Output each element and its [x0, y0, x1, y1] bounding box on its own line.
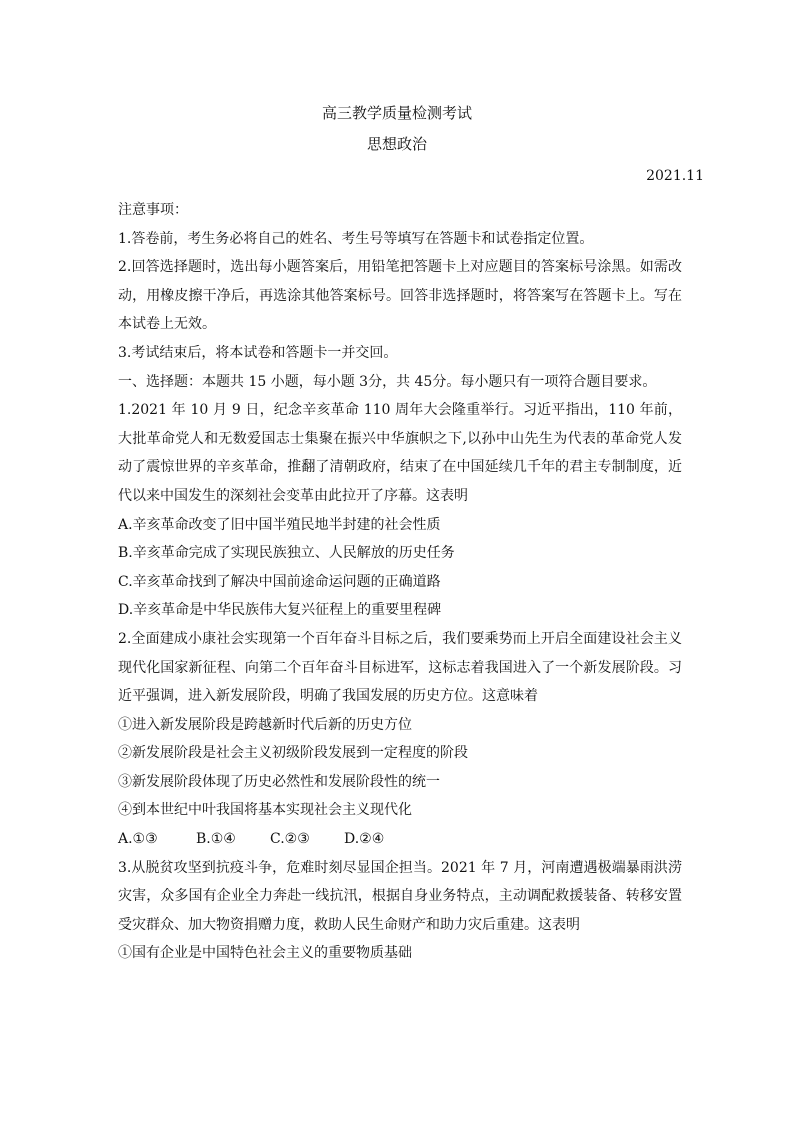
notice-item-1: 1.答卷前，考生务必将自己的姓名、考生号等填写在答题卡和试卷指定位置。 — [118, 230, 594, 247]
question-1-option-b: B.辛亥革命完成了实现民族独立、人民解放的历史任务 — [118, 545, 455, 562]
question-1-option-c: C.辛亥革命找到了解决中国前途命运问题的正确道路 — [118, 573, 441, 590]
question-2-option-c: C.②③ — [270, 831, 310, 848]
notice-item-2: 2.回答选择题时，选出每小题答案后，用铅笔把答题卡上对应题目的答案标号涂黑。如需改动，用橡皮擦干净后，再选涂其他答案标号。回答非选择题时，将答案写在答题卡上。写在本试卷上无效。 — [118, 259, 682, 333]
notice-item-3: 3.考试结束后，将本试卷和答题卡一并交回。 — [118, 344, 398, 361]
question-2-option-b: B.①④ — [196, 831, 236, 848]
question-2-option-d: D.②④ — [344, 831, 385, 848]
question-2-statement-4: ④到本世纪中叶我国将基本实现社会主义现代化 — [118, 802, 412, 819]
question-1-stem: 1.2021 年 10 月 9 日，纪念辛亥革命 110 周年大会隆重举行。习近平指出，110 年前，大批革命党人和无数爱国志士集聚在振兴中华旗帜之下,以孙中山先生为代表的革命党人发动了震惊世界的辛亥革命，推翻了清朝政府，结束了在中国延续几千年的君主专制制度，近代以来中国发生的深刻社会变革由此拉开了序幕。这表明 — [118, 402, 682, 504]
question-2-option-a: A.①③ — [118, 831, 158, 848]
question-2-options — [118, 825, 682, 854]
exam-date: 2021.11 — [646, 168, 704, 184]
section-heading: 一、选择题：本题共 15 小题，每小题 3分，共 45分。每小题只有一项符合题目要求。 — [118, 373, 657, 390]
question-1-option-a: A.辛亥革命改变了旧中国半殖民地半封建的社会性质 — [118, 516, 441, 533]
question-2-statement-3: ③新发展阶段体现了历史必然性和发展阶段性的统一 — [118, 773, 440, 790]
question-1-option-d: D.辛亥革命是中华民族伟大复兴征程上的重要里程碑 — [118, 602, 442, 619]
subject-title: 思想政治 — [366, 135, 427, 153]
notice-heading: 注意事项： — [118, 202, 188, 218]
exam-title: 高三教学质量检测考试 — [321, 104, 472, 122]
question-2-stem: 2.全面建成小康社会实现第一个百年奋斗目标之后，我们要乘势而上开启全面建设社会主义现代化国家新征程、向第二个百年奋斗目标进军，这标志着我国进入了一个新发展阶段。习近平强调，进入新发展阶段，明确了我国发展的历史方位。这意味着 — [118, 630, 682, 705]
question-3-stem: 3.从脱贫攻坚到抗疫斗争，危难时刻尽显国企担当。2021 年 7 月，河南遭遇极端暴雨洪涝灾害，众多国有企业全力奔赴一线抗汛，根据自身业务特点，主动调配救援装备、转移安置受灾群众、加大物资捐赠力度，救助人民生命财产和助力灾后重建。这表明 — [118, 859, 682, 933]
question-3-statement-1: ①国有企业是中国特色社会主义的重要物质基础 — [118, 945, 412, 962]
exam-content — [118, 196, 682, 968]
question-2-statement-2: ②新发展阶段是社会主义初级阶段发展到一定程度的阶段 — [118, 745, 468, 762]
question-2-statement-1: ①进入新发展阶段是跨越新时代后新的历史方位 — [118, 716, 412, 733]
